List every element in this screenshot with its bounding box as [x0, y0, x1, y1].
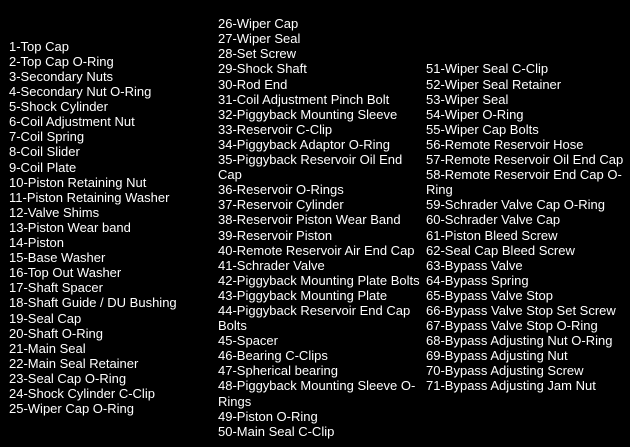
part-item: 55-Wiper Cap Bolts: [426, 121, 539, 137]
part-item: 48-Piggyback Mounting Sleeve O-Rings: [218, 378, 416, 409]
part-item: 66-Bypass Valve Stop Set Screw: [426, 302, 616, 318]
part-item: 52-Wiper Seal Retainer: [426, 76, 562, 92]
part-item: 40-Remote Reservoir Air End Cap: [218, 242, 415, 258]
part-item: 65-Bypass Valve Stop: [426, 287, 553, 303]
part-item: 49-Piston O-Ring: [218, 408, 318, 424]
part-item: 18-Shaft Guide / DU Bushing: [9, 295, 177, 311]
part-item: 33-Reservoir C-Clip: [218, 121, 333, 137]
part-item: 23-Seal Cap O-Ring: [9, 370, 127, 386]
part-item: 46-Bearing C-Clips: [218, 348, 328, 364]
part-item: 30-Rod End: [218, 76, 288, 92]
part-item: 14-Piston: [9, 235, 64, 251]
part-item: 61-Piston Bleed Screw: [426, 227, 558, 243]
part-item: 11-Piston Retaining Washer: [9, 189, 170, 205]
part-item: 6-Coil Adjustment Nut: [9, 114, 135, 130]
part-item: 36-Reservoir O-Rings: [218, 182, 344, 198]
part-item: 26-Wiper Cap: [218, 16, 299, 32]
parts-list-column-1: [0, 39, 218, 416]
part-item: 54-Wiper O-Ring: [426, 106, 524, 122]
part-item: 9-Coil Plate: [9, 159, 77, 175]
part-item: 43-Piggyback Mounting Plate: [218, 287, 388, 303]
part-item: 21-Main Seal: [9, 340, 86, 356]
part-item: 59-Schrader Valve Cap O-Ring: [426, 197, 605, 213]
part-item: 1-Top Cap: [9, 38, 69, 54]
part-item: 5-Shock Cylinder: [9, 99, 108, 115]
part-item: 32-Piggyback Mounting Sleeve: [218, 106, 398, 122]
part-item: 69-Bypass Adjusting Nut: [426, 348, 568, 364]
part-item: 20-Shaft O-Ring: [9, 325, 103, 341]
part-item: 70-Bypass Adjusting Screw: [426, 363, 584, 379]
part-item: 10-Piston Retaining Nut: [9, 174, 147, 190]
part-item: 39-Reservoir Piston: [218, 227, 333, 243]
part-item: 71-Bypass Adjusting Jam Nut: [426, 378, 596, 394]
part-item: 47-Spherical bearing: [218, 363, 338, 379]
part-item: 37-Reservoir Cylinder: [218, 197, 344, 213]
part-item: 28-Set Screw: [218, 46, 297, 62]
part-item: 62-Seal Cap Bleed Screw: [426, 242, 575, 258]
part-item: 41-Schrader Valve: [218, 257, 325, 273]
part-item: 63-Bypass Valve: [426, 257, 523, 273]
part-item: 4-Secondary Nut O-Ring: [9, 84, 152, 100]
part-item: 68-Bypass Adjusting Nut O-Ring: [426, 333, 613, 349]
part-item: 2-Top Cap O-Ring: [9, 53, 114, 69]
part-item: 64-Bypass Spring: [426, 272, 529, 288]
part-item: 34-Piggyback Adaptor O-Ring: [218, 136, 390, 152]
part-item: 19-Seal Cap: [9, 310, 82, 326]
part-item: 35-Piggyback Reservoir Oil End Cap: [218, 152, 403, 183]
part-item: 60-Schrader Valve Cap: [426, 212, 561, 228]
part-item: 44-Piggyback Reservoir End Cap Bolts: [218, 302, 411, 334]
part-item: 3-Secondary Nuts: [9, 69, 114, 85]
part-item: 22-Main Seal Retainer: [9, 355, 139, 371]
parts-list-column-2: [218, 16, 426, 439]
parts-list-column-3: [426, 61, 629, 393]
part-item: 16-Top Out Washer: [9, 265, 122, 281]
part-item: 13-Piston Wear band: [9, 219, 131, 235]
part-item: 45-Spacer: [218, 333, 278, 349]
part-item: 42-Piggyback Mounting Plate Bolts: [218, 272, 420, 288]
part-item: 25-Wiper Cap O-Ring: [9, 401, 134, 417]
part-item: 38-Reservoir Piston Wear Band: [218, 212, 401, 228]
part-item: 12-Valve Shims: [9, 204, 100, 220]
part-item: 67-Bypass Valve Stop O-Ring: [426, 318, 598, 334]
part-item: 56-Remote Reservoir Hose: [426, 136, 584, 152]
part-item: 58-Remote Reservoir End Cap O-Ring: [426, 167, 622, 198]
part-item: 27-Wiper Seal: [218, 31, 301, 47]
part-item: 7-Coil Spring: [9, 129, 85, 145]
part-item: 31-Coil Adjustment Pinch Bolt: [218, 91, 390, 107]
part-item: 29-Shock Shaft: [218, 61, 307, 77]
part-item: 53-Wiper Seal: [426, 91, 509, 107]
part-item: 50-Main Seal C-Clip: [218, 423, 335, 439]
part-item: 57-Remote Reservoir Oil End Cap: [426, 152, 624, 168]
part-item: 15-Base Washer: [9, 250, 106, 266]
part-item: 24-Shock Cylinder C-Clip: [9, 385, 155, 401]
part-item: 17-Shaft Spacer: [9, 280, 103, 296]
part-item: 8-Coil Slider: [9, 144, 80, 160]
part-item: 51-Wiper Seal C-Clip: [426, 61, 549, 77]
